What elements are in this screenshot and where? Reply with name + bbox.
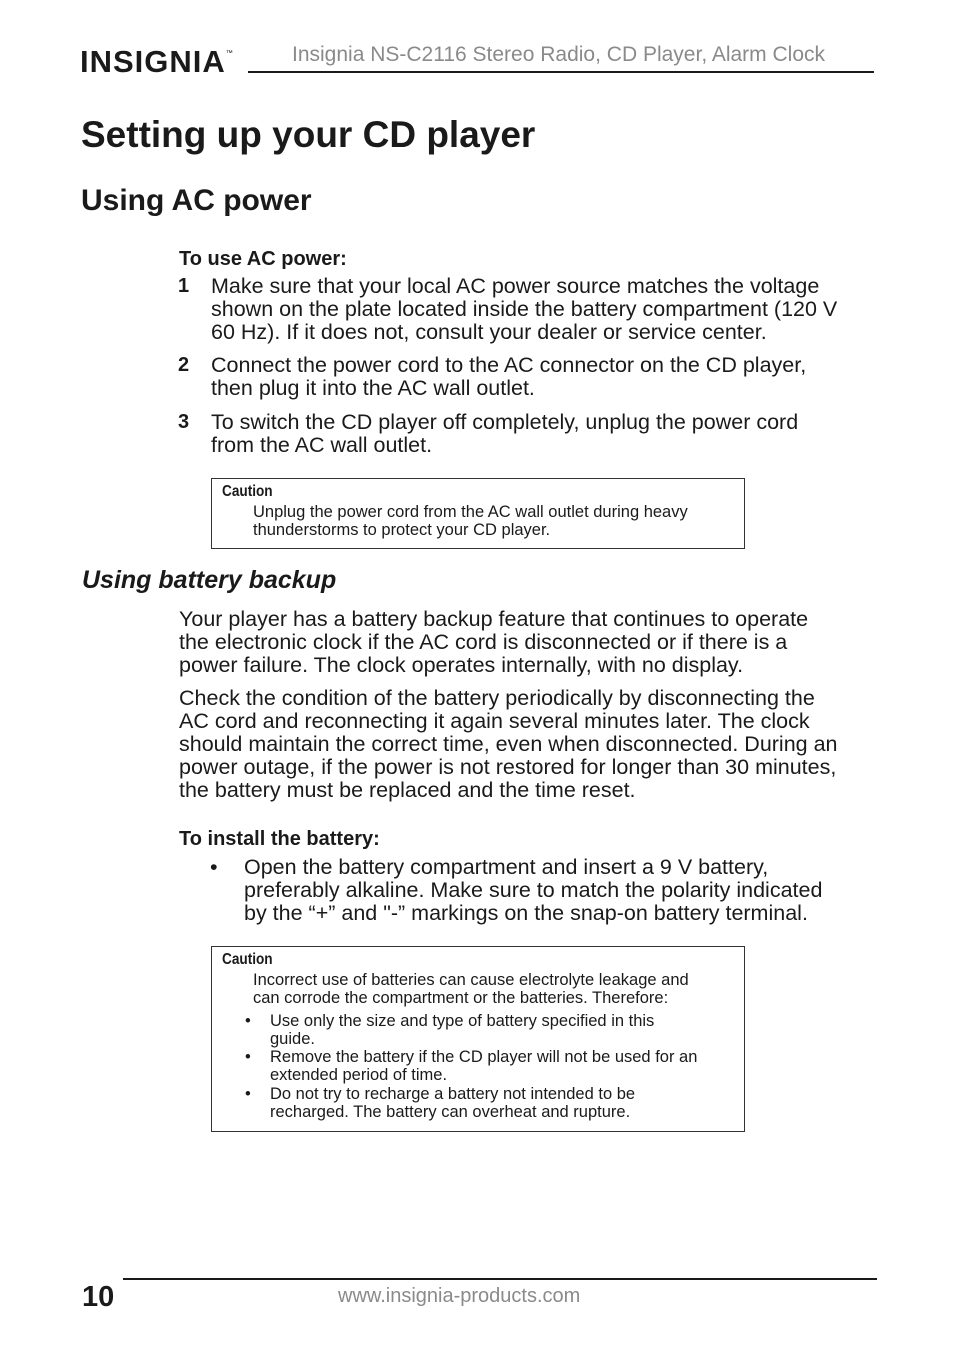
section-heading-ac-power: Using AC power xyxy=(81,184,312,217)
text-line: power outage, if the power is not restored for longer than 30 minutes, xyxy=(179,755,837,779)
procedure-title-ac: To use AC power: xyxy=(179,248,347,270)
text-line: Do not try to recharge a battery not intended to be xyxy=(270,1085,636,1103)
text-line: Remove the battery if the CD player will not be used for an xyxy=(270,1048,698,1066)
header-divider xyxy=(248,71,874,73)
text-line: Open the battery compartment and insert a 9 V battery, xyxy=(244,855,769,879)
bullet-marker: • xyxy=(245,1012,251,1030)
page-number: 10 xyxy=(82,1281,115,1313)
text-line: can corrode the compartment or the batteries. Therefore: xyxy=(253,989,669,1007)
caution-list-item xyxy=(270,1085,635,1121)
text-line: extended period of time. xyxy=(270,1066,448,1084)
footer-url: www.insignia-products.com xyxy=(338,1285,581,1307)
trademark-mark: ™ xyxy=(225,50,234,57)
text-line: shown on the plate located inside the battery compartment (120 V xyxy=(211,297,838,321)
text-line: from the AC wall outlet. xyxy=(211,433,433,457)
text-line: Your player has a battery backup feature that continues to operate xyxy=(179,607,809,631)
text-line: guide. xyxy=(270,1030,315,1048)
text-line: preferably alkaline. Make sure to match the polarity indicated xyxy=(244,878,823,902)
text-line: To switch the CD player off completely, unplug the power cord xyxy=(211,410,799,434)
brand-logo xyxy=(80,44,234,80)
text-line: power failure. The clock operates internally, with no display. xyxy=(179,653,744,677)
text-line: Use only the size and type of battery specified in this xyxy=(270,1012,655,1030)
caution-list-item xyxy=(270,1048,697,1084)
bullet-marker: • xyxy=(245,1048,251,1066)
step-text xyxy=(211,275,837,344)
caution-label: Caution xyxy=(222,483,273,500)
procedure-title-battery: To install the battery: xyxy=(179,828,380,850)
bullet-marker: • xyxy=(245,1085,251,1103)
running-header: Insignia NS-C2116 Stereo Radio, CD Player, Alarm Clock xyxy=(292,43,826,66)
text-line: 60 Hz). If it does not, consult your dealer or service center. xyxy=(211,320,767,344)
step-number: 1 xyxy=(178,275,190,297)
text-line: by the “+” and "-” markings on the snap-on battery terminal. xyxy=(244,901,808,925)
step-text xyxy=(211,411,798,457)
caution-box xyxy=(211,478,745,549)
footer-divider xyxy=(123,1278,877,1280)
text-line: thunderstorms to protect your CD player. xyxy=(253,521,551,539)
text-line: Connect the power cord to the AC connector on the CD player, xyxy=(211,353,807,377)
logo-text: INSIGNIA xyxy=(80,44,226,79)
caution-text xyxy=(253,503,688,539)
text-line: Make sure that your local AC power source matches the voltage xyxy=(211,274,820,298)
caution-list-item xyxy=(270,1012,654,1048)
text-line: should maintain the correct time, even when disconnected. During an xyxy=(179,732,838,756)
caution-box xyxy=(211,946,745,1132)
text-line: then plug it into the AC wall outlet. xyxy=(211,376,535,400)
text-line: Check the condition of the battery periodically by disconnecting the xyxy=(179,686,815,710)
page-title: Setting up your CD player xyxy=(81,114,536,155)
step-number: 2 xyxy=(178,354,190,376)
bullet-marker: • xyxy=(210,855,218,879)
paragraph xyxy=(179,608,808,677)
section-heading-battery-backup: Using battery backup xyxy=(82,566,337,594)
paragraph xyxy=(179,687,838,802)
text-line: Incorrect use of batteries can cause electrolyte leakage and xyxy=(253,971,689,989)
caution-text xyxy=(253,971,689,1007)
text-line: the electronic clock if the AC cord is disconnected or if there is a xyxy=(179,630,788,654)
text-line: the battery must be replaced and the time reset. xyxy=(179,778,636,802)
step-number: 3 xyxy=(178,411,190,433)
bullet-text xyxy=(244,856,822,925)
text-line: AC cord and reconnecting it again several minutes later. The clock xyxy=(179,709,810,733)
text-line: Unplug the power cord from the AC wall outlet during heavy xyxy=(253,503,688,521)
step-text xyxy=(211,354,806,400)
text-line: recharged. The battery can overheat and rupture. xyxy=(270,1103,631,1121)
caution-label: Caution xyxy=(222,951,273,968)
